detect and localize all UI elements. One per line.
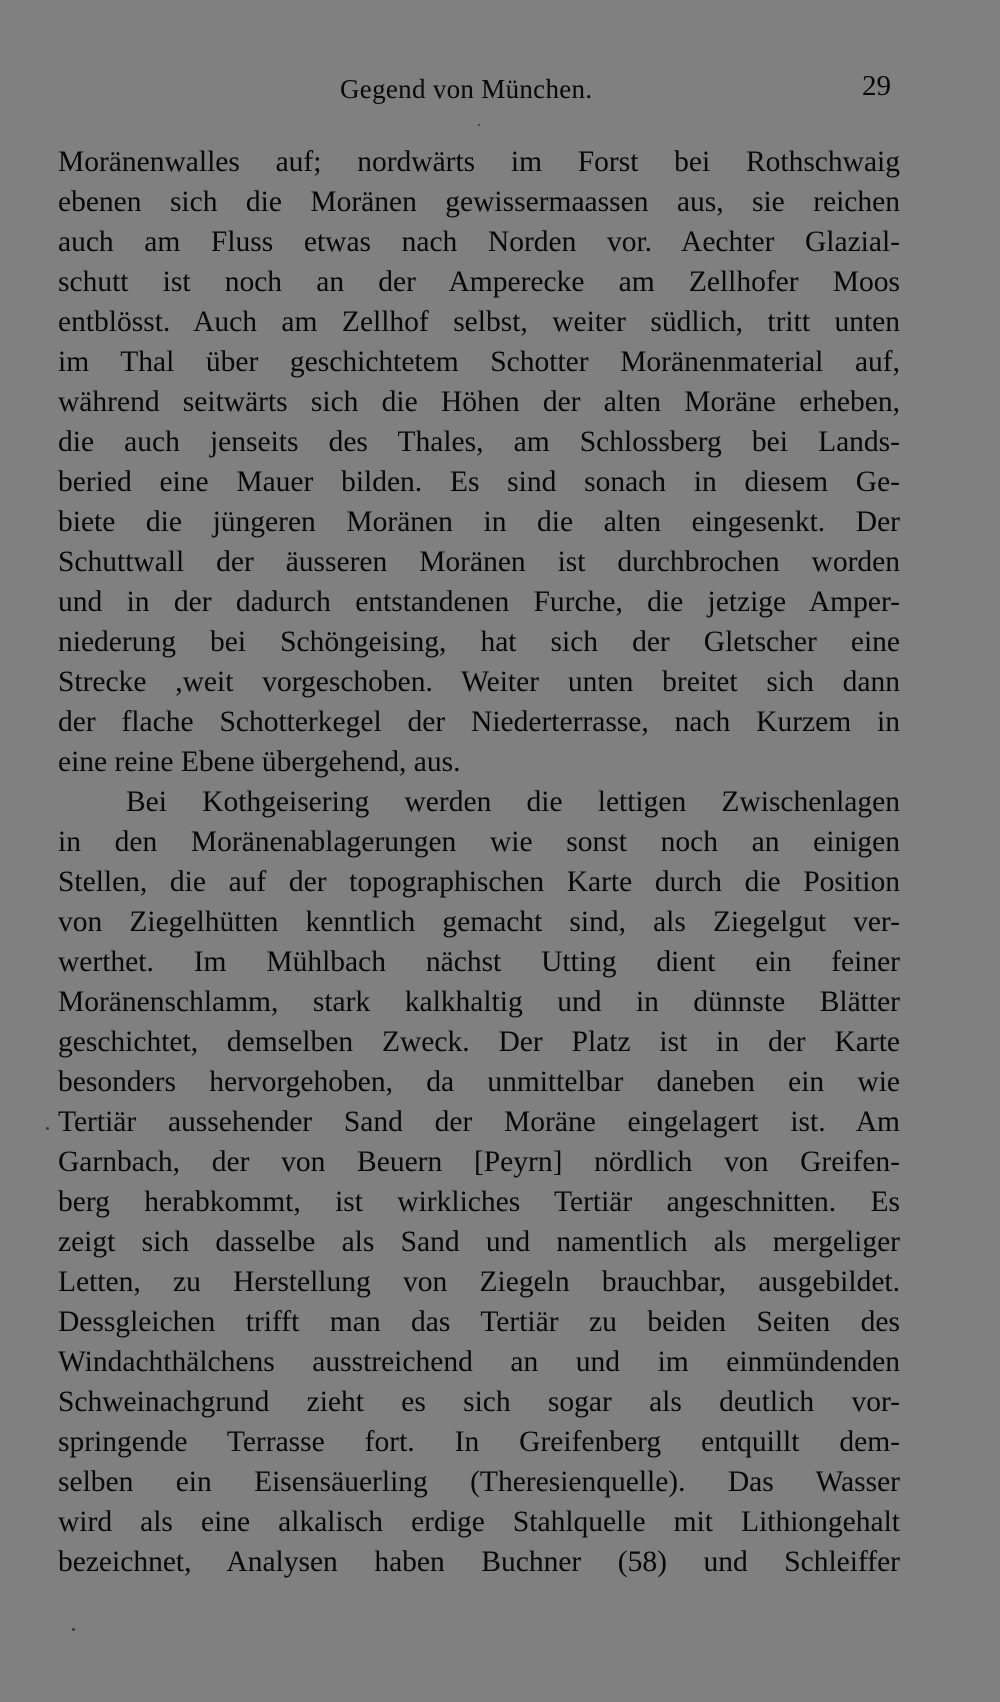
text-line: Moränenschlamm, stark kalkhaltig und in dünnste Blätter: [58, 986, 900, 1018]
text-line: Garnbach, der von Beuern [Peyrn] nördlich von Greifen-: [58, 1146, 900, 1178]
text-line: in den Moränenablagerungen wie sonst noch an einigen: [58, 826, 900, 858]
body-text: [58, 142, 900, 1582]
text-line: beried eine Mauer bilden. Es sind sonach in diesem Ge-: [58, 466, 900, 498]
text-line: niederung bei Schöngeising, hat sich der Gletscher eine: [58, 626, 900, 658]
running-title: Gegend von München.: [340, 74, 593, 104]
text-line: werthet. Im Mühlbach nächst Utting dient ein feiner: [58, 946, 900, 978]
text-line: der flache Schotterkegel der Niederterrasse, nach Kurzem in: [58, 706, 900, 738]
text-line: schutt ist noch an der Amperecke am Zellhofer Moos: [58, 266, 900, 298]
text-line: zeigt sich dasselbe als Sand und namentlich als mergeliger: [58, 1226, 900, 1258]
text-line: besonders hervorgehoben, da unmittelbar daneben ein wie: [58, 1066, 900, 1098]
scan-speck: [46, 1127, 49, 1130]
text-line: Letten, zu Herstellung von Ziegeln brauchbar, ausgebildet.: [58, 1266, 900, 1298]
text-line: Dessgleichen trifft man das Tertiär zu beiden Seiten des: [58, 1306, 900, 1338]
text-line: wird als eine alkalisch erdige Stahlquelle mit Lithiongehalt: [58, 1506, 900, 1538]
text-line: Schweinachgrund zieht es sich sogar als deutlich vor-: [58, 1386, 900, 1418]
text-line: bezeichnet, Analysen haben Buchner (58) und Schleiffer: [58, 1546, 900, 1578]
paragraph-end-line: eine reine Ebene übergehend, aus.: [58, 746, 461, 778]
text-line: Schuttwall der äusseren Moränen ist durchbrochen worden: [58, 546, 900, 578]
text-line: die auch jenseits des Thales, am Schlossberg bei Lands-: [58, 426, 900, 458]
text-line: Stellen, die auf der topographischen Karte durch die Position: [58, 866, 900, 898]
text-line: während seitwärts sich die Höhen der alten Moräne erheben,: [58, 386, 900, 418]
text-line: berg herabkommt, ist wirkliches Tertiär angeschnitten. Es: [58, 1186, 900, 1218]
text-line: von Ziegelhütten kenntlich gemacht sind, als Ziegelgut ver-: [58, 906, 900, 938]
text-line: auch am Fluss etwas nach Norden vor. Aechter Glazial-: [58, 226, 900, 258]
text-line: und in der dadurch entstandenen Furche, die jetzige Amper-: [58, 586, 900, 618]
text-line: biete die jüngeren Moränen in die alten eingesenkt. Der: [58, 506, 900, 538]
text-line: geschichtet, demselben Zweck. Der Platz ist in der Karte: [58, 1026, 900, 1058]
text-line: Strecke ,weit vorgeschoben. Weiter unten breitet sich dann: [58, 666, 900, 698]
text-line: Tertiär aussehender Sand der Moräne eingelagert ist. Am: [58, 1106, 900, 1138]
paragraph-start-line: Bei Kothgeisering werden die lettigen Zwischenlagen: [126, 786, 900, 818]
text-line: Moränenwalles auf; nordwärts im Forst bei Rothschwaig: [58, 146, 900, 178]
page-number: 29: [862, 70, 891, 102]
text-line: Windachthälchens ausstreichend an und im einmündenden: [58, 1346, 900, 1378]
text-line: ebenen sich die Moränen gewissermaassen aus, sie reichen: [58, 186, 900, 218]
scan-speck: [478, 124, 480, 126]
scan-speck: [72, 1628, 75, 1631]
running-head: [0, 70, 1000, 114]
text-line: selben ein Eisensäuerling (Theresienquelle). Das Wasser: [58, 1466, 900, 1498]
text-line: entblösst. Auch am Zellhof selbst, weiter südlich, tritt unten: [58, 306, 900, 338]
text-line: im Thal über geschichtetem Schotter Moränenmaterial auf,: [58, 346, 900, 378]
text-line: springende Terrasse fort. In Greifenberg entquillt dem-: [58, 1426, 900, 1458]
